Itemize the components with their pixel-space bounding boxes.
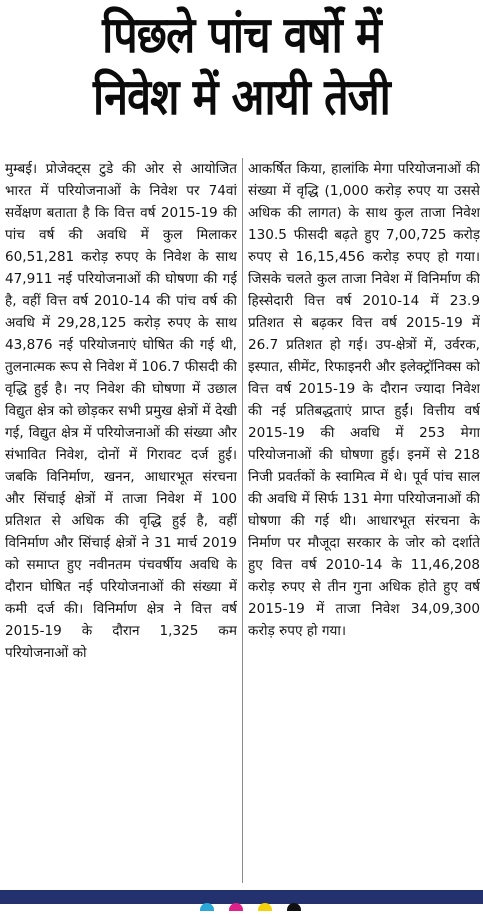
registration-mark-magenta bbox=[229, 903, 243, 911]
headline bbox=[0, 4, 483, 128]
column-divider bbox=[242, 158, 243, 883]
registration-mark-black bbox=[287, 903, 301, 911]
registration-marks bbox=[200, 896, 311, 904]
headline-line-1: पिछले पांच वर्षो में bbox=[102, 6, 381, 64]
article-column-left: मुम्बई। प्रोजेक्ट्स टुडे की ओर से आयोजित भारत में परियोजनाओं के निवेश पर 74वां सर्वेक्षण बताता है कि वित्त वर्ष 2015-19 की पांच वर्ष की अवधि में कुल मिलाकर 60,51,281 करोड़ रुपए के निवेश के साथ 47,911 नई परियोजनाओं की घोषणा की गई है, वहीं वित्त वर्ष 2010-14 की पांच वर्ष की अवधि में 29,28,125 करोड़ रुपए के साथ 43,876 नई परियोजनाएं घोषित की गई थी, तुलनात्मक रूप से निवेश में 106.7 फीसदी की वृद्धि हुई है। नए निवेश की घोषणा में उछाल विद्युत क्षेत्र को छोड़कर सभी प्रमुख क्षेत्रों में देखी गई, विद्युत क्षेत्र में परियोजनाओं की संख्या और संभावित निवेश, दोनों में गिरावट दर्ज हुई। जबकि विनिर्माण, खनन, आधारभूत संरचना और सिंचाई क्षेत्रों में ताजा निवेश में 100 प्रतिशत से अधिक की वृद्धि हुई है, वहीं विनिर्माण और सिंचाई क्षेत्रों ने 31 मार्च 2019 को समाप्त हुए नवीनतम पंचवर्षीय अवधि के दौरान घोषित नई परियोजनाओं की संख्या में कमी दर्ज की। विनिर्माण क्षेत्र ने वित्त वर्ष 2015-19 के दौरान 1,325 कम परियोजनाओं को bbox=[5, 161, 237, 661]
headline-line-2: निवेश में आयी तेजी bbox=[93, 68, 390, 126]
article-column-right: आकर्षित किया, हालांकि मेगा परियोजनाओं की संख्या में वृद्धि (1,000 करोड़ रुपए या उससे अधिक की लागत) के साथ कुल ताजा निवेश 130.5 फीसदी बढ़ते हुए 7,00,725 करोड़ रुपए से 16,15,456 करोड़ रुपए हो गया। जिसके चलते कुल ताजा निवेश में विनिर्माण की हिस्सेदारी वित्त वर्ष 2010-14 में 23.9 प्रतिशत से बढ़कर वित्त वर्ष 2015-19 में 26.7 प्रतिशत हो गई। उप-क्षेत्रों में, उर्वरक, इस्पात, सीमेंट, रिफाइनरी और इलेक्ट्रॉनिक्स को वित्त वर्ष 2015-19 के दौरान ज्यादा निवेश की नई प्रतिबद्धताएं प्राप्त हुईं। वित्तीय वर्ष 2015-19 की अवधि में 253 मेगा परियोजनाओं की घोषणा हुई। इनमें से 218 निजी प्रवर्तकों के स्वामित्व में थे। पूर्व पांच साल की अवधि में सिर्फ 131 मेगा परियोजनाओं की घोषणा की गई थी। आधारभूत संरचना के निर्माण पर मौजूदा सरकार के जोर को दर्शाते हुए वित्त वर्ष 2010-14 के 11,46,208 करोड़ रुपए से तीन गुना अधिक होते हुए वर्ष 2015-19 में ताजा निवेश 34,09,300 करोड़ रुपए हो गया। bbox=[248, 161, 480, 639]
registration-mark-yellow bbox=[258, 903, 272, 911]
registration-mark-cyan bbox=[200, 903, 214, 911]
